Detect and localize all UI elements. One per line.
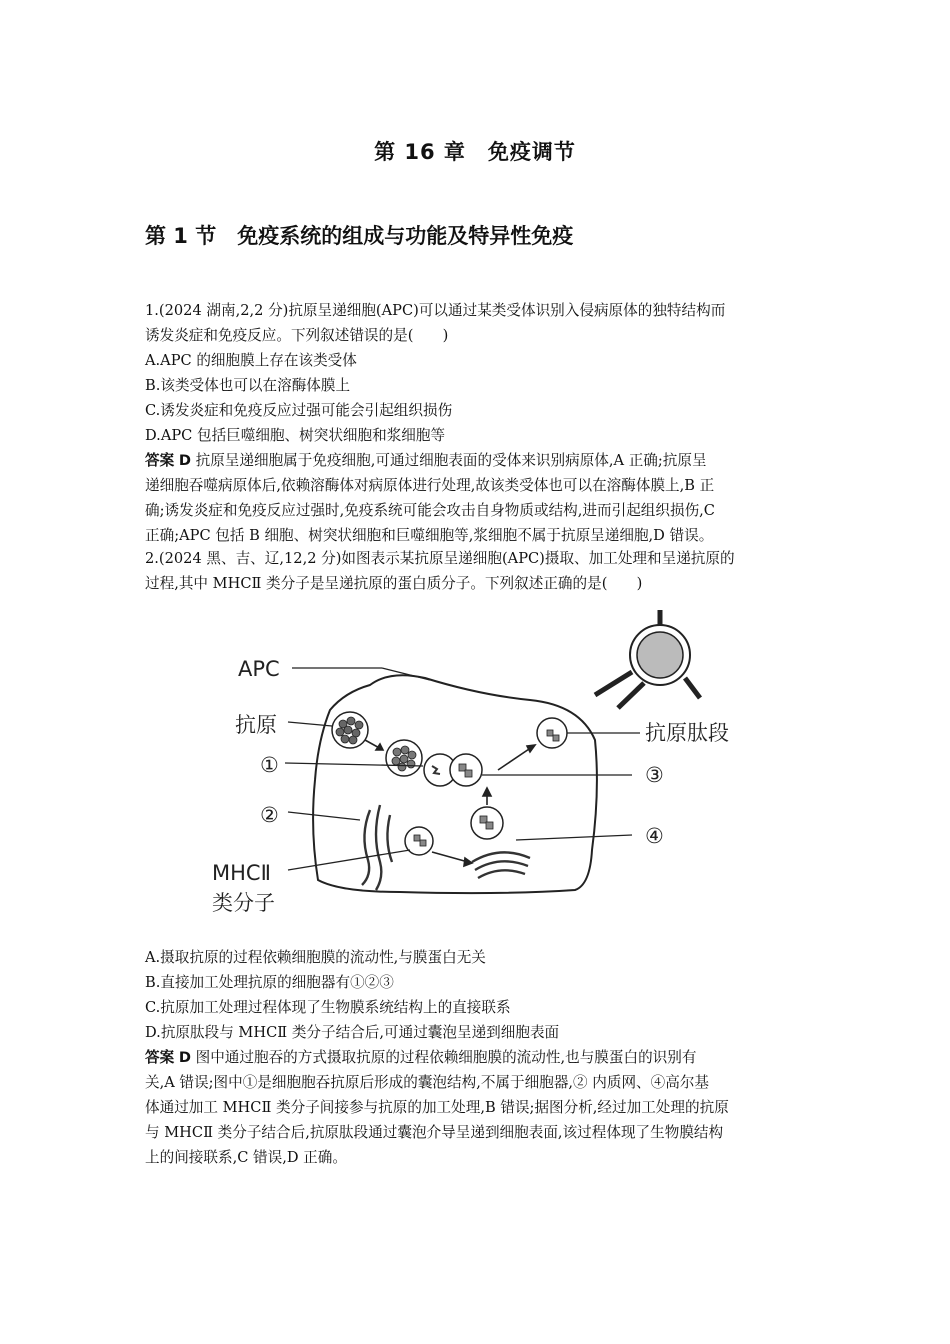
option-d: D.抗原肽段与 MHCⅡ 类分子结合后,可通过囊泡呈递到细胞表面 (145, 1024, 560, 1041)
question-stem-line: 过程,其中 MHCⅡ 类分子是呈递抗原的蛋白质分子。下列叙述正确的是( ) (145, 575, 643, 592)
peptide-vesicle (537, 718, 567, 748)
fusing-vesicles (424, 754, 482, 786)
vesicle-1 (386, 740, 422, 776)
option-a: A.APC 的细胞膜上存在该类受体 (145, 352, 357, 369)
option-c: C.诱发炎症和免疫反应过强可能会引起组织损伤 (145, 402, 453, 419)
apc-cell-membrane (313, 675, 597, 893)
explanation-line: 与 MHCⅡ 类分子结合后,抗原肽段通过囊泡介导呈递到细胞表面,该过程体现了生物膜结构 (145, 1124, 724, 1141)
option-c: C.抗原加工处理过程体现了生物膜系统结构上的直接联系 (145, 999, 511, 1016)
label-2: ② (260, 803, 279, 827)
apc-diagram (200, 600, 760, 930)
label-3: ③ (645, 763, 664, 787)
label-peptide: 抗原肽段 (645, 721, 729, 745)
golgi-apparatus (472, 852, 530, 878)
explanation-line: 体通过加工 MHCⅡ 类分子间接参与抗原的加工处理,B 错误;据图分析,经过加工处理的抗原 (145, 1099, 729, 1116)
chapter-title: 第 16 章 免疫调节 (374, 140, 576, 164)
explanation-line: 正确;APC 包括 B 细胞、树突状细胞和巨噬细胞等,浆细胞不属于抗原呈递细胞,D 错误。 (145, 527, 714, 544)
question-stem-line: 1.(2024 湖南,2,2 分)抗原呈递细胞(APC)可以通过某类受体识别入侵病原体的独特结构而 (145, 302, 726, 319)
option-a: A.摄取抗原的过程依赖细胞膜的流动性,与膜蛋白无关 (145, 949, 486, 966)
question-2-options (145, 945, 810, 1170)
label-mhc-class: 类分子 (212, 891, 275, 915)
option-b: B.直接加工处理抗原的细胞器有①②③ (145, 974, 394, 991)
answer-label: 答案 (145, 452, 175, 469)
answer-label: 答案 (145, 1049, 175, 1066)
label-apc: APC (238, 657, 280, 681)
t-cell (595, 610, 700, 708)
antigen-particle (332, 712, 368, 748)
explanation-line: 确;诱发炎症和免疫反应过强时,免疫系统可能会攻击自身物质或结构,进而引起组织损伤,C (145, 502, 715, 519)
option-d: D.APC 包括巨噬细胞、树突状细胞和浆细胞等 (145, 427, 446, 444)
explanation-line: 关,A 错误;图中①是细胞胞吞抗原后形成的囊泡结构,不属于细胞器,② 内质网、④高尔基 (145, 1074, 710, 1091)
option-b: B.该类受体也可以在溶酶体膜上 (145, 377, 351, 394)
label-mhc: MHCⅡ (212, 861, 271, 885)
golgi-vesicle (471, 807, 503, 839)
explanation-line: 递细胞吞噬病原体后,依赖溶酶体对病原体进行处理,故该类受体也可以在溶酶体膜上,B 正 (145, 477, 715, 494)
question-2 (145, 546, 810, 596)
endoplasmic-reticulum (362, 805, 392, 890)
answer-letter: D (178, 1049, 191, 1066)
mhc-vesicle (405, 827, 433, 855)
explanation-line: 上的间接联系,C 错误,D 正确。 (145, 1149, 347, 1166)
explanation-line: 抗原呈递细胞属于免疫细胞,可通过细胞表面的受体来识别病原体,A 正确;抗原呈 (195, 452, 707, 469)
question-stem-line: 2.(2024 黑、吉、辽,12,2 分)如图表示某抗原呈递细胞(APC)摄取、加工处理和呈递抗原的 (145, 550, 735, 567)
answer-line (145, 448, 810, 473)
label-4: ④ (645, 824, 664, 848)
section-title: 第 1 节 免疫系统的组成与功能及特异性免疫 (145, 224, 574, 248)
label-antigen: 抗原 (235, 713, 277, 737)
question-1 (145, 298, 810, 548)
answer-letter: D (178, 452, 191, 469)
answer-line (145, 1045, 810, 1070)
label-1: ① (260, 753, 279, 777)
question-stem-line: 诱发炎症和免疫反应。下列叙述错误的是( ) (145, 327, 449, 344)
explanation-line: 图中通过胞吞的方式摄取抗原的过程依赖细胞膜的流动性,也与膜蛋白的识别有 (195, 1049, 697, 1066)
